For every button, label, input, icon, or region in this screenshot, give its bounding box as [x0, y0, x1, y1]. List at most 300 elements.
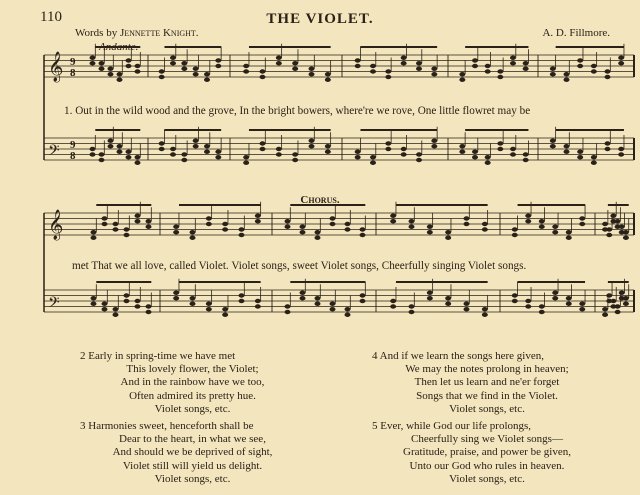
note-head [472, 64, 478, 68]
note-head [190, 302, 196, 306]
note-head [330, 222, 336, 226]
note-head [416, 61, 422, 65]
note-head [497, 69, 503, 73]
note-head [102, 307, 108, 311]
note-head [215, 155, 221, 159]
verse-line: 4 And if we learn the songs here given, [372, 350, 544, 362]
note-head [170, 147, 176, 151]
note-head [409, 304, 415, 308]
note-head [99, 61, 105, 65]
note-head [459, 144, 465, 148]
verse-line: Songs that we find in the Violet. [416, 389, 558, 402]
note-head [124, 299, 130, 303]
note-head [91, 296, 97, 300]
note-head [472, 150, 478, 154]
verse-line: Cheerfully sing we Violet songs— [411, 433, 563, 446]
note-head [464, 216, 470, 220]
note-head [577, 64, 583, 68]
note-head [325, 78, 331, 82]
note-head [117, 150, 123, 154]
note-head [124, 227, 130, 231]
note-head [309, 144, 315, 148]
note-head [523, 158, 529, 162]
note-head [591, 161, 597, 165]
verse-line: Violet songs, etc. [449, 402, 525, 415]
note-head [206, 222, 212, 226]
note-head [497, 141, 503, 145]
note-head [135, 304, 141, 308]
note-head [566, 296, 572, 300]
note-head [445, 236, 451, 240]
composer-credit: A. D. Fillmore. [542, 27, 610, 39]
note-head [300, 225, 306, 229]
note-head [552, 296, 558, 300]
note-head [309, 72, 315, 76]
note-head [315, 230, 321, 234]
note-head [390, 299, 396, 303]
note-head [355, 150, 361, 154]
note-head [124, 233, 130, 237]
verse-line: Then let us learn and ne'er forget [414, 376, 560, 389]
note-head [464, 302, 470, 306]
note-head [577, 155, 583, 159]
note-head [315, 302, 321, 306]
note-head [401, 147, 407, 151]
note-head [113, 307, 119, 311]
verse-4 [372, 350, 602, 416]
note-head [370, 161, 376, 165]
note-head [315, 236, 321, 240]
note-head [204, 72, 210, 76]
note-head [170, 152, 176, 156]
note-head [309, 67, 315, 71]
note-head [300, 296, 306, 300]
verse-line: 5 Ever, while God our life prolongs, [372, 420, 532, 432]
note-head [108, 67, 114, 71]
note-head [401, 61, 407, 65]
note-head [181, 61, 187, 65]
note-head [135, 214, 141, 218]
note-head [459, 78, 465, 82]
note-head [126, 150, 132, 154]
note-head [385, 147, 391, 151]
note-head [190, 296, 196, 300]
note-head [539, 219, 545, 223]
note-head [591, 155, 597, 159]
note-head [550, 72, 556, 76]
verse-line: Gratitude, praise, and power be given, [403, 446, 571, 459]
note-head [292, 67, 298, 71]
note-head [445, 302, 451, 306]
note-head [239, 299, 245, 303]
note-head [276, 61, 282, 65]
note-head [215, 150, 221, 154]
verse-line: 2 Early in spring-time we have met [80, 350, 236, 362]
lyric-line-2: met That we all love, called Violet. Violet songs, sweet Violet songs, Cheerfully singing Violet songs. [72, 260, 527, 272]
verse-line: And in the rainbow have we too, [120, 376, 265, 389]
note-head [300, 291, 306, 295]
note-head [370, 64, 376, 68]
note-head [285, 304, 291, 308]
verse-line: Violet songs, etc. [449, 472, 525, 485]
note-head [117, 78, 123, 82]
note-head [605, 75, 611, 79]
time-signature-bottom: 8 [70, 150, 76, 162]
note-head [512, 299, 518, 303]
note-head [345, 222, 351, 226]
note-head [190, 236, 196, 240]
note-head [482, 227, 488, 231]
note-head [370, 155, 376, 159]
note-head [390, 214, 396, 218]
note-head [243, 155, 249, 159]
note-head [539, 310, 545, 314]
note-head [99, 67, 105, 71]
note-head [577, 150, 583, 154]
note-head [206, 302, 212, 306]
note-head [464, 307, 470, 311]
note-head [255, 299, 261, 303]
note-head [409, 310, 415, 314]
note-head [146, 219, 152, 223]
note-head [206, 307, 212, 311]
treble-clef-icon: 𝄞 [48, 52, 64, 82]
note-head [292, 61, 298, 65]
note-head [190, 230, 196, 234]
note-head [204, 150, 210, 154]
note-head [579, 302, 585, 306]
note-head [416, 152, 422, 156]
note-head [276, 147, 282, 151]
note-head [135, 155, 141, 159]
note-head [206, 216, 212, 220]
note-head [485, 69, 491, 73]
chorus-label: Chorus. [300, 194, 340, 206]
note-head [605, 147, 611, 151]
note-head [113, 313, 119, 317]
note-head [239, 227, 245, 231]
note-head [564, 150, 570, 154]
note-head [618, 147, 624, 151]
note-head [618, 61, 624, 65]
note-head [90, 56, 96, 60]
note-head [482, 313, 488, 317]
note-head [360, 293, 366, 297]
note-head [330, 302, 336, 306]
note-head [345, 307, 351, 311]
note-head [102, 302, 108, 306]
note-head [91, 236, 97, 240]
note-head [243, 64, 249, 68]
note-head [285, 225, 291, 229]
note-head [124, 293, 130, 297]
note-head [315, 296, 321, 300]
note-head [552, 225, 558, 229]
note-head [431, 144, 437, 148]
treble-clef-icon: 𝄞 [48, 210, 64, 240]
note-head [390, 219, 396, 223]
note-head [606, 233, 612, 237]
note-head [260, 141, 266, 145]
note-head [525, 299, 531, 303]
note-head [260, 69, 266, 73]
note-head [525, 304, 531, 308]
note-head [126, 64, 132, 68]
note-head [239, 293, 245, 297]
note-head [525, 214, 531, 218]
verse-line: 3 Harmonies sweet, henceforth shall be [80, 420, 254, 432]
note-head [427, 225, 433, 229]
note-head [459, 72, 465, 76]
note-head [427, 230, 433, 234]
time-signature-top: 9 [70, 139, 76, 151]
note-head [146, 310, 152, 314]
note-head [401, 56, 407, 60]
note-head [215, 64, 221, 68]
note-head [416, 67, 422, 71]
note-head [102, 216, 108, 220]
note-head [485, 64, 491, 68]
note-head [409, 219, 415, 223]
note-head [564, 78, 570, 82]
note-head [385, 69, 391, 73]
note-head [243, 69, 249, 73]
note-head [539, 225, 545, 229]
verse-line: Violet songs, etc. [154, 472, 231, 485]
note-head [113, 222, 119, 226]
note-head [309, 139, 315, 143]
lyric-line-1: 1. Out in the wild wood and the grove, In the bright bowers, where're we rove, One little flowret may be [64, 105, 531, 117]
note-head [539, 304, 545, 308]
note-head [300, 230, 306, 234]
note-head [330, 216, 336, 220]
note-head [345, 227, 351, 231]
note-head [445, 230, 451, 234]
note-head [255, 219, 261, 223]
note-head [472, 58, 478, 62]
note-head [325, 150, 331, 154]
verse-3 [80, 420, 305, 486]
note-head [193, 67, 199, 71]
note-head [566, 302, 572, 306]
note-head [579, 307, 585, 311]
note-head [330, 307, 336, 311]
note-head [90, 61, 96, 65]
note-head [401, 152, 407, 156]
note-head [605, 141, 611, 145]
note-head [193, 139, 199, 143]
note-head [170, 61, 176, 65]
note-head [579, 216, 585, 220]
note-head [173, 296, 179, 300]
note-head [427, 296, 433, 300]
note-head [99, 158, 105, 162]
note-head [591, 69, 597, 73]
note-head [550, 67, 556, 71]
note-head [606, 227, 612, 231]
note-head [472, 155, 478, 159]
note-head [108, 139, 114, 143]
note-head [173, 291, 179, 295]
note-head [564, 144, 570, 148]
verse-line: Dear to the heart, in what we see, [119, 433, 266, 446]
note-head [255, 304, 261, 308]
note-head [615, 304, 621, 308]
note-head [510, 56, 516, 60]
note-head [91, 230, 97, 234]
note-head [564, 72, 570, 76]
time-signature-bottom: 8 [70, 67, 76, 79]
note-head [117, 72, 123, 76]
lyricist-name: Jennette Knight. [119, 27, 199, 39]
words-prefix: Words by [75, 27, 118, 39]
note-head [243, 161, 249, 165]
note-head [431, 67, 437, 71]
note-head [285, 310, 291, 314]
note-head [602, 313, 608, 317]
note-head [550, 139, 556, 143]
note-head [325, 144, 331, 148]
note-head [427, 291, 433, 295]
page-number: 110 [40, 9, 62, 25]
note-head [108, 72, 114, 76]
note-head [355, 58, 361, 62]
note-head [173, 225, 179, 229]
note-head [566, 230, 572, 234]
note-head [215, 58, 221, 62]
note-head [605, 69, 611, 73]
note-head [360, 233, 366, 237]
note-head [146, 304, 152, 308]
verse-2 [80, 350, 305, 416]
note-head [464, 222, 470, 226]
verse-line: Violet still will yield us delight. [122, 459, 263, 472]
note-head [360, 227, 366, 231]
song-title: THE VIOLET. [266, 11, 374, 27]
note-head [523, 152, 529, 156]
note-head [606, 293, 612, 297]
note-head [566, 236, 572, 240]
bass-clef-icon: 𝄢 [48, 142, 60, 163]
note-head [552, 230, 558, 234]
note-head [618, 152, 624, 156]
note-head [512, 293, 518, 297]
note-head [260, 75, 266, 79]
note-head [355, 64, 361, 68]
note-head [550, 144, 556, 148]
note-head [135, 64, 141, 68]
verse-line: Violet songs, etc. [154, 402, 231, 415]
note-head [610, 299, 616, 303]
note-head [204, 144, 210, 148]
note-head [159, 141, 165, 145]
verse-line: We may the notes prolong in heaven; [405, 363, 569, 376]
note-head [459, 150, 465, 154]
note-head [623, 236, 629, 240]
note-head [623, 296, 629, 300]
note-head [510, 61, 516, 65]
note-head [135, 299, 141, 303]
note-head [181, 67, 187, 71]
note-head [512, 227, 518, 231]
note-head [615, 219, 621, 223]
note-head [126, 155, 132, 159]
note-head [385, 141, 391, 145]
note-head [623, 230, 629, 234]
note-head [204, 78, 210, 82]
note-head [159, 69, 165, 73]
note-head [170, 56, 176, 60]
note-head [525, 219, 531, 223]
note-head [579, 222, 585, 226]
note-head [416, 158, 422, 162]
verse-line: Often admired its pretty hue. [129, 389, 256, 402]
note-head [135, 69, 141, 73]
note-head [222, 222, 228, 226]
note-head [99, 152, 105, 156]
note-head [222, 307, 228, 311]
note-head [173, 230, 179, 234]
note-head [239, 233, 245, 237]
verse-line: This lovely flower, the Violet; [126, 363, 259, 376]
note-head [485, 161, 491, 165]
verse-line: Unto our God who rules in heaven. [409, 459, 565, 472]
note-head [325, 72, 331, 76]
note-head [276, 152, 282, 156]
note-head [577, 58, 583, 62]
note-head [523, 67, 529, 71]
note-head [510, 152, 516, 156]
note-head [292, 152, 298, 156]
note-head [618, 56, 624, 60]
note-head [497, 147, 503, 151]
verse-line: And should we be deprived of sight, [112, 446, 273, 459]
note-head [222, 313, 228, 317]
note-head [102, 222, 108, 226]
note-head [610, 214, 616, 218]
bass-clef-icon: 𝄢 [48, 294, 60, 315]
note-head [159, 75, 165, 79]
note-head [482, 222, 488, 226]
note-head [159, 147, 165, 151]
note-head [117, 144, 123, 148]
note-head [431, 72, 437, 76]
note-head [497, 75, 503, 79]
note-head [619, 291, 625, 295]
note-head [552, 291, 558, 295]
note-head [602, 222, 608, 226]
note-head [623, 302, 629, 306]
note-head [90, 152, 96, 156]
note-head [135, 161, 141, 165]
note-head [276, 56, 282, 60]
note-head [485, 155, 491, 159]
note-head [615, 310, 621, 314]
note-head [591, 64, 597, 68]
note-head [409, 225, 415, 229]
note-head [345, 313, 351, 317]
note-head [431, 139, 437, 143]
note-head [90, 147, 96, 151]
note-head [510, 147, 516, 151]
note-head [482, 307, 488, 311]
note-head [181, 158, 187, 162]
note-head [523, 61, 529, 65]
note-head [619, 225, 625, 229]
note-head [126, 58, 132, 62]
note-head [193, 72, 199, 76]
note-head [181, 152, 187, 156]
